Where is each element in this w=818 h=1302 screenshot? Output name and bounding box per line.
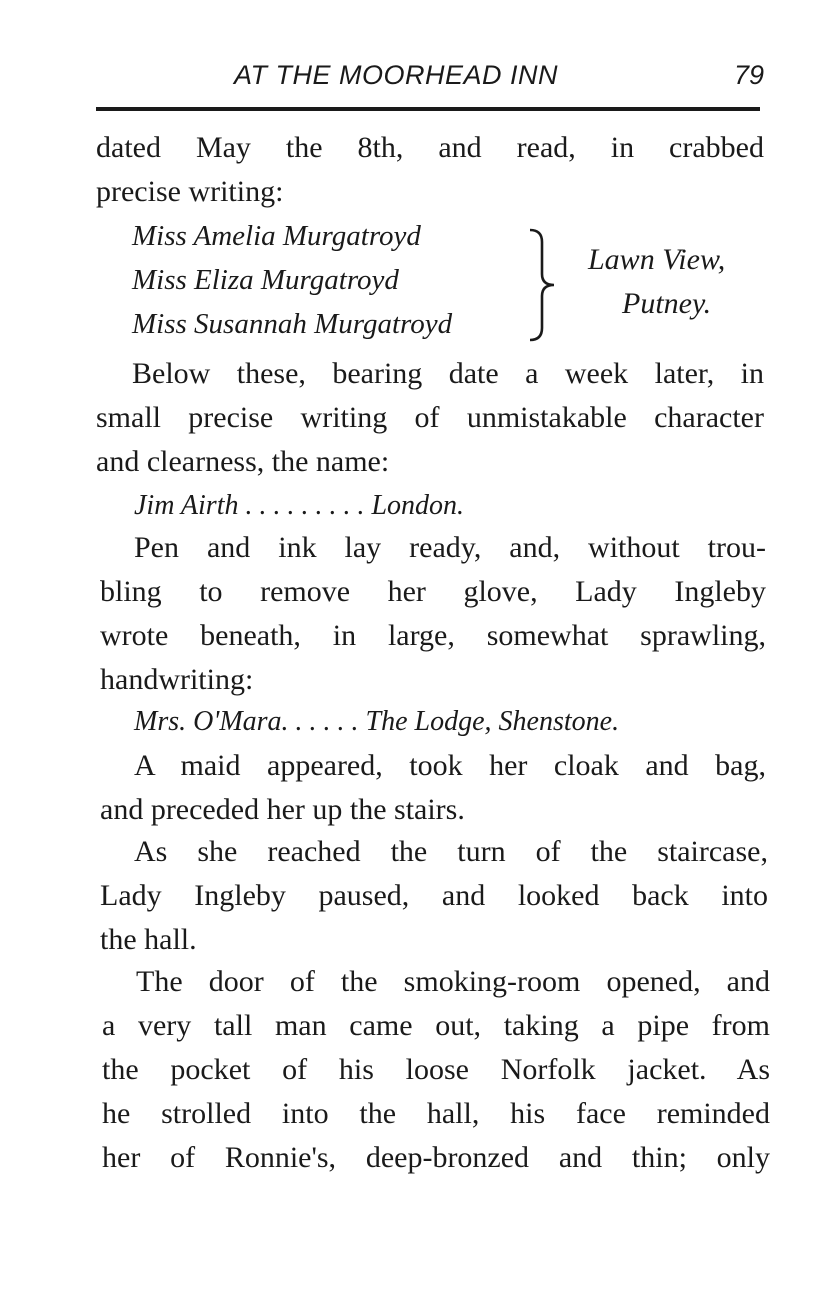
register-name: Miss Eliza Murgatroyd: [132, 264, 399, 296]
body-line: The door of the smoking-room opened, and: [136, 965, 770, 998]
register-entry: Jim Airth . . . . . . . . . London.: [134, 490, 465, 521]
header-rule: [96, 107, 760, 111]
register-address-line: Putney.: [622, 287, 712, 320]
body-line: As she reached the turn of the staircase,: [134, 835, 768, 868]
body-line: bling to remove her glove, Lady Ingleby: [100, 575, 766, 608]
body-line: precise writing:: [96, 175, 284, 208]
register-address-line: Lawn View,: [588, 243, 726, 276]
body-line: wrote beneath, in large, somewhat sprawling,: [100, 619, 766, 652]
body-line: and clearness, the name:: [96, 445, 390, 478]
running-head: AT THE MOORHEAD INN: [234, 60, 559, 90]
body-line: and preceded her up the stairs.: [100, 793, 465, 826]
body-line: Pen and ink lay ready, and, without trou-: [134, 531, 766, 564]
body-line: small precise writing of unmistakable character: [96, 401, 764, 434]
body-line: he strolled into the hall, his face reminded: [102, 1097, 770, 1130]
body-line: the pocket of his loose Norfolk jacket. As: [102, 1053, 770, 1086]
register-entry: Mrs. O'Mara. . . . . . The Lodge, Shenstone.: [134, 706, 620, 737]
page-header: [96, 54, 772, 104]
body-line: handwriting:: [100, 663, 254, 696]
body-line: her of Ronnie's, deep-bronzed and thin; only: [102, 1141, 770, 1174]
page-number: 79: [733, 60, 764, 90]
body-line: Below these, bearing date a week later, in: [132, 357, 764, 390]
body-line: Lady Ingleby paused, and looked back into: [100, 879, 768, 912]
body-line: dated May the 8th, and read, in crabbed: [96, 131, 764, 164]
body-line: a very tall man came out, taking a pipe from: [102, 1009, 770, 1042]
curly-brace-icon: [520, 226, 560, 344]
body-line: the hall.: [100, 923, 197, 956]
register-name: Miss Susannah Murgatroyd: [132, 308, 453, 340]
body-line: A maid appeared, took her cloak and bag,: [134, 749, 766, 782]
register-name: Miss Amelia Murgatroyd: [132, 220, 421, 252]
